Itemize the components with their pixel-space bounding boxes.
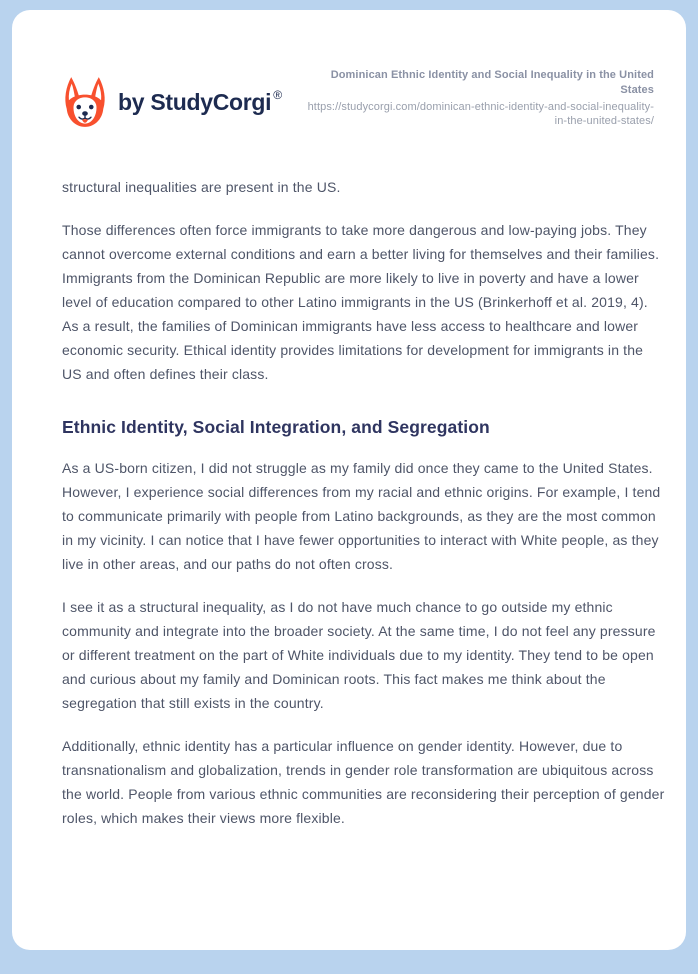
document-page [12,10,686,950]
paragraph: As a US-born citizen, I did not struggle as my family did once they came to the United States. However, I experience social differences from my racial and ethnic origins. For example, I tend to communicate primarily with people from Latino backgrounds, as they are the most common in my vicinity. I can notice that I have fewer opportunities to interact with White people, as they live in other areas, and our paths do not often cross. [62,460,661,572]
studycorgi-logo [62,76,282,128]
paragraph: Additionally, ethnic identity has a particular influence on gender identity. However, due to transnationalism and globalization, trends in gender role transformation are ubiquitous across the world. People from various ethnic communities are reconsidering their perception of gender roles, which makes their views more flexible. [62,738,665,826]
paragraph: Those differences often force immigrants to take more dangerous and low-paying jobs. They cannot overcome external conditions and earn a better living for themselves and their families. Immigrants from the Dominican Republic are more likely to live in poverty and have a lower level of education compared to other Latino immigrants in the US (Brinkerhoff et al. 2019, 4). As a result, the families of Dominican immigrants have less access to healthcare and lower economic security. Ethical identity provides limitations for development for immigrants in the US and often defines their class. [62,222,660,382]
registered-trademark: ® [273,87,282,102]
section-heading: Ethnic Identity, Social Integration, and Segregation [62,417,490,437]
brand-name: by StudyCorgi [118,88,272,115]
corgi-icon [62,76,108,128]
document-header [62,62,654,128]
document-url-link[interactable]: https://studycorgi.com/dominican-ethnic-identity-and-social-inequality-in-the-united-states/ [307,101,654,127]
document-body [62,175,666,830]
paragraph: structural inequalities are present in the US. [62,179,341,195]
brand-text [118,89,282,116]
document-title: Dominican Ethnic Identity and Social Inequality in the United States [330,69,654,96]
document-meta [306,68,654,128]
paragraph: I see it as a structural inequality, as I do not have much chance to go outside my ethnic community and integrate into the broader society. At the same time, I do not feel any pressure or different treatment on the part of White individuals due to my identity. They tend to be open and curious about my family and Dominican roots. This fact makes me think about the segregation that still exists in the country. [62,599,656,711]
